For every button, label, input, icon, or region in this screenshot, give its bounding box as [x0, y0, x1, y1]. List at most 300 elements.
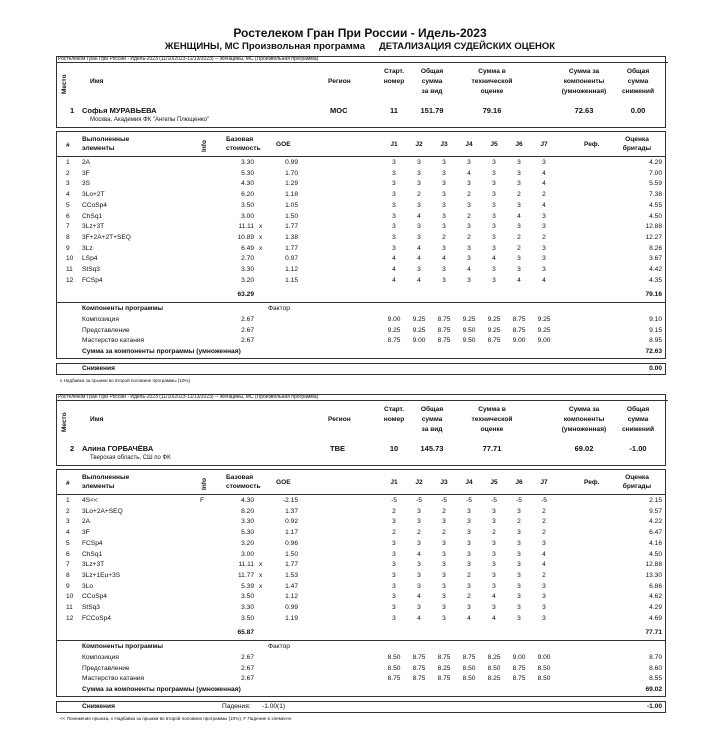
- judge-component: 8.75: [387, 675, 401, 682]
- judge-goe: 3: [442, 604, 446, 611]
- deductions-frame: [56, 363, 666, 375]
- element-score: 12.27: [645, 233, 662, 241]
- element-code: CCoSp4: [82, 593, 107, 601]
- judge-goe: 3: [467, 276, 471, 284]
- component-factor: 2.67: [241, 654, 254, 661]
- judge-goe: 3: [492, 180, 496, 188]
- element-score: 13.30: [645, 571, 662, 579]
- base-value-total: 63.29: [237, 291, 254, 298]
- deductions-label: Снижения: [82, 365, 115, 372]
- judge-component: 8.50: [462, 664, 476, 672]
- judge-goe: 4: [417, 550, 421, 558]
- element-goe: 1.38: [285, 233, 298, 241]
- element-code: 3Lo+2A+SEQ: [82, 507, 123, 515]
- element-base-value: 6.49: [241, 244, 254, 252]
- judge-component: 8.50: [387, 654, 401, 661]
- element-goe: 1.37: [285, 507, 298, 515]
- element-code: 3Lz+3T: [82, 223, 105, 231]
- element-score: 9.57: [649, 507, 662, 515]
- element-score: 12.88: [645, 561, 662, 569]
- element-code: CCoSp4: [82, 201, 107, 209]
- judge-goe: 3: [417, 604, 421, 611]
- element-code: 2A: [82, 518, 91, 526]
- judge-goe: 4: [492, 255, 496, 263]
- judge-goe: 3: [492, 507, 496, 515]
- element-goe: 0.96: [285, 539, 298, 547]
- element-code: 3Lz+3T: [82, 561, 105, 569]
- judge-goe: 4: [392, 255, 396, 263]
- tes-header-1: Сумма в: [478, 68, 506, 75]
- element-row: [56, 507, 666, 518]
- judge-goe: 2: [517, 244, 521, 252]
- element-bonus-mark: x: [259, 244, 263, 252]
- element-row: [56, 190, 666, 201]
- judge-goe: 3: [442, 191, 446, 199]
- element-code: ChSq1: [82, 550, 103, 558]
- judge-goe: 3: [492, 201, 496, 209]
- element-bonus-mark: x: [259, 561, 263, 569]
- judge-goe: 3: [492, 539, 496, 547]
- element-base-value: 2.70: [241, 255, 254, 263]
- judge-goe: 3: [467, 159, 471, 166]
- judge-goe: 3: [392, 561, 396, 569]
- judge-component: 8.75: [412, 664, 426, 672]
- elements-divider: [56, 302, 666, 303]
- judge-goe: 3: [517, 561, 521, 569]
- judge-goe: 4: [417, 276, 421, 284]
- element-goe: 1.77: [285, 244, 298, 252]
- judge-goe: 4: [467, 169, 471, 177]
- judge-goe: -5: [516, 497, 522, 504]
- judge-goe: 3: [542, 539, 546, 547]
- element-base-value: 11.77: [237, 571, 254, 579]
- judge-goe: 3: [492, 233, 496, 241]
- judge-component: 8.75: [412, 675, 426, 682]
- judge-component: 9.25: [462, 316, 476, 323]
- total-header-3: за вид: [421, 426, 443, 433]
- judge-goe: 3: [517, 159, 521, 166]
- pcs-header-1: Сумма за: [568, 406, 600, 413]
- judge-goe: 4: [542, 276, 546, 284]
- judge-goe: 3: [442, 571, 446, 579]
- judge-goe: 3: [442, 266, 446, 273]
- judge-goe: 4: [542, 561, 546, 569]
- judge-component: 9.00: [412, 337, 426, 344]
- judge-goe: 4: [442, 255, 446, 263]
- judge-goe: 3: [517, 539, 521, 547]
- element-row: [56, 222, 666, 233]
- judge-goe: 3: [417, 518, 421, 526]
- skater-pcs: 72.63: [574, 106, 594, 115]
- score-header-2: бригады: [622, 145, 652, 152]
- judge-component: 9.25: [487, 316, 501, 323]
- element-score: 2.15: [649, 497, 662, 504]
- element-base-value: 3.50: [241, 614, 254, 622]
- element-number: 6: [66, 212, 70, 220]
- component-score: 8.95: [649, 337, 662, 344]
- judge-goe: 4: [517, 276, 521, 284]
- judge-component: 8.75: [462, 654, 476, 661]
- ded-header-2: сумма: [627, 78, 649, 85]
- element-number: 11: [66, 266, 73, 273]
- component-score: 8.70: [649, 654, 662, 661]
- judge-goe: 3: [517, 593, 521, 601]
- element-number: 4: [66, 529, 70, 537]
- judge-goe: -5: [391, 497, 397, 504]
- judge-goe: 3: [517, 180, 521, 188]
- element-number: 4: [66, 191, 70, 199]
- name-header: Имя: [90, 78, 104, 85]
- judge-component: 8.75: [512, 675, 526, 682]
- pcs-header-1: Сумма за: [568, 68, 600, 75]
- judge-goe: 4: [417, 255, 421, 263]
- judge-goe: 3: [542, 255, 546, 263]
- judge-component: 9.00: [537, 337, 551, 344]
- component-row: [56, 664, 666, 675]
- judge-component: 8.75: [437, 316, 451, 323]
- judge-goe: 2: [542, 191, 546, 199]
- judge-component: 9.00: [512, 654, 526, 661]
- judge-goe: 3: [392, 614, 396, 622]
- element-code: 3S: [82, 180, 91, 188]
- judge-goe: 3: [492, 244, 496, 252]
- components-header: Компоненты программы: [82, 305, 164, 312]
- judge-goe: 3: [517, 255, 521, 263]
- element-score: 4.22: [649, 518, 662, 526]
- header-divider: [56, 156, 666, 157]
- pcs-header-2: компоненты: [563, 416, 605, 423]
- judge-goe: 3: [542, 212, 546, 220]
- element-number: 6: [66, 550, 70, 558]
- elements-header-1: Выполненные: [82, 136, 130, 143]
- element-number: 5: [66, 539, 70, 547]
- judge-goe: 3: [492, 518, 496, 526]
- skater-start: 11: [390, 106, 398, 115]
- element-row: [56, 179, 666, 190]
- judge-goe: 3: [517, 614, 521, 622]
- deductions-total: -1.00: [646, 703, 662, 710]
- element-goe: 1.29: [285, 180, 298, 188]
- element-base-value: 3.50: [241, 593, 254, 601]
- judge-goe: 3: [517, 266, 521, 273]
- judge-goe: 3: [392, 539, 396, 547]
- judge-goe: 3: [492, 266, 496, 273]
- component-factor: 2.67: [241, 337, 254, 344]
- skater-club: Тверская область, СШ по ФК: [90, 455, 171, 461]
- element-score: 7.00: [649, 169, 662, 177]
- judge-goe: 3: [417, 561, 421, 569]
- components-sum-label: Сумма за компоненты программы (умноженная): [82, 348, 241, 355]
- element-row: [56, 582, 666, 593]
- judge-goe: 4: [542, 169, 546, 177]
- element-base-value: 11.11: [238, 223, 254, 231]
- base-header-2: стоимость: [226, 145, 261, 152]
- tes-header-2: технической: [471, 416, 513, 423]
- judge-goe: 4: [517, 212, 521, 220]
- goe-header: GOE: [276, 141, 291, 148]
- element-row: [56, 201, 666, 212]
- judge-goe: 4: [467, 266, 471, 273]
- judge-goe: 3: [442, 561, 446, 569]
- elements-score-total: 79.16: [645, 291, 662, 298]
- judge-goe: 3: [442, 593, 446, 601]
- skater-pcs: 69.02: [574, 444, 594, 453]
- element-number: 10: [66, 593, 74, 601]
- judge-goe: -5: [466, 497, 472, 504]
- header-divider: [56, 494, 666, 495]
- component-factor: 2.67: [241, 316, 254, 323]
- component-factor: 2.67: [241, 326, 254, 334]
- judge-goe: 3: [392, 223, 396, 231]
- skater-club: Москва, Академия ФК "Ангелы Плющенко": [90, 117, 209, 123]
- element-goe: 1.53: [285, 571, 298, 579]
- element-number: 2: [66, 507, 70, 515]
- factor-header: Фактор: [268, 305, 290, 312]
- judge-goe: 3: [392, 593, 396, 601]
- base-header-1: Базовая: [226, 474, 254, 481]
- total-header-2: сумма: [421, 78, 443, 85]
- element-bonus-mark: x: [259, 233, 263, 241]
- element-goe: 1.12: [285, 593, 298, 601]
- element-code: 3Lz: [82, 244, 93, 252]
- element-score: 4.69: [649, 614, 662, 622]
- element-row: [56, 592, 666, 603]
- judge-component: 8.75: [512, 316, 526, 323]
- judge-goe: 3: [392, 518, 396, 526]
- component-factor: 2.67: [241, 675, 254, 682]
- element-score: 6.47: [649, 529, 662, 537]
- judge-component: 8.25: [437, 664, 451, 672]
- judge-header: J4: [465, 141, 473, 148]
- judge-header: J7: [540, 141, 548, 148]
- element-score: 6.86: [649, 582, 662, 590]
- judge-goe: 2: [542, 233, 546, 241]
- components-sum: 72.63: [645, 348, 662, 355]
- score-header-1: Оценка: [625, 136, 649, 143]
- element-goe: 0.99: [285, 604, 298, 611]
- element-row: [56, 528, 666, 539]
- element-goe: 1.50: [285, 550, 298, 558]
- skater-tes: 77.71: [482, 444, 502, 453]
- judge-goe: 3: [417, 539, 421, 547]
- rank-header: Место: [61, 412, 68, 432]
- judge-goe: 3: [467, 539, 471, 547]
- element-row: [56, 158, 666, 169]
- element-number: 3: [66, 180, 70, 188]
- element-goe: 1.17: [285, 529, 298, 537]
- element-row: [56, 550, 666, 561]
- judge-component: 8.75: [387, 337, 401, 344]
- deductions-label: Снижения: [82, 703, 115, 710]
- element-code: 3Lo: [82, 582, 94, 590]
- judge-goe: 3: [467, 561, 471, 569]
- judge-goe: 3: [467, 180, 471, 188]
- judge-goe: 3: [492, 223, 496, 231]
- judge-goe: 3: [467, 255, 471, 263]
- element-base-value: 8.20: [241, 507, 254, 515]
- element-number: 7: [66, 561, 70, 569]
- skater-sheet: [56, 394, 666, 724]
- judge-goe: 3: [392, 180, 396, 188]
- judge-goe: 3: [492, 571, 496, 579]
- judge-component: 9.50: [462, 326, 476, 334]
- judge-goe: 3: [442, 244, 446, 252]
- element-code: ChSq1: [82, 212, 103, 220]
- judge-goe: 3: [517, 529, 521, 537]
- judge-goe: 3: [392, 191, 396, 199]
- page-title: Ростелеком Гран При России - Идель-2023: [233, 26, 487, 40]
- judge-goe: 3: [392, 233, 396, 241]
- judge-goe: 2: [517, 518, 521, 526]
- judge-goe: 3: [517, 571, 521, 579]
- component-score: 9.15: [649, 326, 662, 334]
- judge-goe: -5: [491, 497, 497, 504]
- element-score: 5.59: [649, 180, 662, 188]
- judge-goe: 3: [542, 223, 546, 231]
- judge-goe: 3: [492, 212, 496, 220]
- element-score: 4.50: [649, 212, 662, 220]
- element-number: 8: [66, 233, 70, 241]
- element-base-value: 3.30: [241, 604, 254, 611]
- component-factor: 2.67: [241, 664, 254, 672]
- judge-goe: 4: [417, 244, 421, 252]
- judge-goe: 3: [517, 550, 521, 558]
- judge-goe: 3: [517, 169, 521, 177]
- judge-header: J2: [415, 141, 423, 148]
- judge-goe: 3: [417, 169, 421, 177]
- component-name: Мастерство катания: [82, 337, 145, 344]
- judge-goe: 2: [542, 507, 546, 515]
- pcs-header-3: (умноженная): [561, 426, 607, 433]
- judge-goe: 3: [517, 201, 521, 209]
- component-row: [56, 674, 666, 685]
- element-code: 4S<<: [82, 497, 98, 504]
- legend-footnote: << Понижение прыжка, x Надбавка за прыжки во второй половине программы (10%), F Падение в элементе: [60, 716, 292, 721]
- judge-goe: 3: [517, 582, 521, 590]
- judge-goe: 3: [392, 571, 396, 579]
- skater-name: Софья МУРАВЬЕВА: [82, 106, 157, 115]
- judge-goe: 3: [392, 582, 396, 590]
- element-row: [56, 233, 666, 244]
- ded-header-1: Общая: [626, 406, 650, 413]
- skater-rank: 2: [70, 444, 75, 453]
- judge-component: 8.75: [437, 337, 451, 344]
- element-number: 7: [66, 223, 70, 231]
- element-base-value: 4.30: [241, 497, 254, 504]
- element-goe: 1.70: [285, 169, 298, 177]
- ded-header-2: сумма: [627, 416, 649, 423]
- judge-component: 8.75: [487, 337, 501, 344]
- element-row: [56, 603, 666, 614]
- component-row: [56, 653, 666, 664]
- judge-header: J3: [440, 479, 448, 486]
- element-code: 3F: [82, 169, 90, 177]
- judge-goe: 2: [442, 507, 446, 515]
- element-base-value: 5.39: [241, 582, 254, 590]
- legend-footnote: x Надбавка за прыжки во второй половине программы (10%): [60, 378, 191, 383]
- element-score: 4.55: [649, 201, 662, 209]
- judge-goe: 3: [392, 244, 396, 252]
- region-header: Регион: [328, 416, 351, 423]
- judge-goe: 3: [542, 244, 546, 252]
- judge-component: 8.25: [487, 675, 501, 682]
- element-score: 4.35: [649, 276, 662, 284]
- judge-component: 8.75: [437, 654, 451, 661]
- judge-component: 8.50: [487, 664, 501, 672]
- judge-goe: 3: [467, 201, 471, 209]
- judge-goe: 3: [392, 159, 396, 166]
- judge-goe: 3: [492, 582, 496, 590]
- judge-goe: 3: [492, 276, 496, 284]
- component-name: Композиция: [82, 654, 119, 661]
- judge-goe: 3: [417, 180, 421, 188]
- element-number: 12: [66, 614, 74, 622]
- element-number: 2: [66, 169, 70, 177]
- component-score: 8.60: [649, 664, 662, 672]
- judge-component: 8.75: [437, 675, 451, 682]
- skater-tes: 79.16: [482, 106, 502, 115]
- elements-header-2: элементы: [82, 483, 115, 490]
- region-header: Регион: [328, 78, 351, 85]
- judge-goe: 3: [417, 201, 421, 209]
- judge-component: 9.25: [487, 326, 501, 334]
- element-goe: 0.92: [285, 518, 298, 526]
- judge-goe: 3: [442, 212, 446, 220]
- judge-goe: 2: [542, 529, 546, 537]
- judge-goe: 2: [392, 507, 396, 515]
- subtitle-report: ДЕТАЛИЗАЦИЯ СУДЕЙСКИХ ОЦЕНОК: [379, 41, 556, 52]
- judge-header: J7: [540, 479, 548, 486]
- element-score: 4.29: [649, 604, 662, 611]
- judge-goe: 4: [417, 212, 421, 220]
- skater-deductions: 0.00: [630, 106, 646, 115]
- judge-header: J5: [490, 141, 498, 148]
- element-code: 3Lz+1Eu+3S: [82, 571, 121, 579]
- judge-goe: 3: [392, 604, 396, 611]
- skater-total: 145.73: [420, 444, 444, 453]
- judge-goe: -5: [441, 497, 447, 504]
- judge-goe: 3: [417, 507, 421, 515]
- judge-goe: 3: [417, 571, 421, 579]
- hash-header: #: [66, 142, 70, 149]
- judge-goe: 3: [517, 604, 521, 611]
- judge-header: J3: [440, 141, 448, 148]
- judge-goe: 3: [467, 529, 471, 537]
- elements-header-1: Выполненные: [82, 474, 130, 481]
- judge-goe: 4: [492, 614, 496, 622]
- judge-goe: 3: [442, 169, 446, 177]
- element-base-value: 3.50: [241, 201, 254, 209]
- judge-goe: 4: [417, 593, 421, 601]
- tes-header-3: оценке: [480, 426, 504, 433]
- judge-goe: 2: [442, 233, 446, 241]
- judge-component: 8.50: [537, 664, 551, 672]
- element-score: 7.38: [649, 191, 662, 199]
- element-number: 1: [66, 497, 70, 504]
- judge-header: J1: [390, 141, 398, 148]
- element-base-value: 3.30: [241, 518, 254, 526]
- element-number: 1: [66, 159, 70, 166]
- judge-goe: 3: [517, 507, 521, 515]
- component-row: [56, 315, 666, 326]
- element-base-value: 3.30: [241, 159, 254, 166]
- judge-goe: 3: [442, 180, 446, 188]
- judge-goe: 3: [467, 223, 471, 231]
- element-base-value: 3.20: [241, 539, 254, 547]
- element-base-value: 3.30: [241, 266, 254, 273]
- judge-component: 8.75: [437, 326, 451, 334]
- judge-component: 9.25: [537, 316, 551, 323]
